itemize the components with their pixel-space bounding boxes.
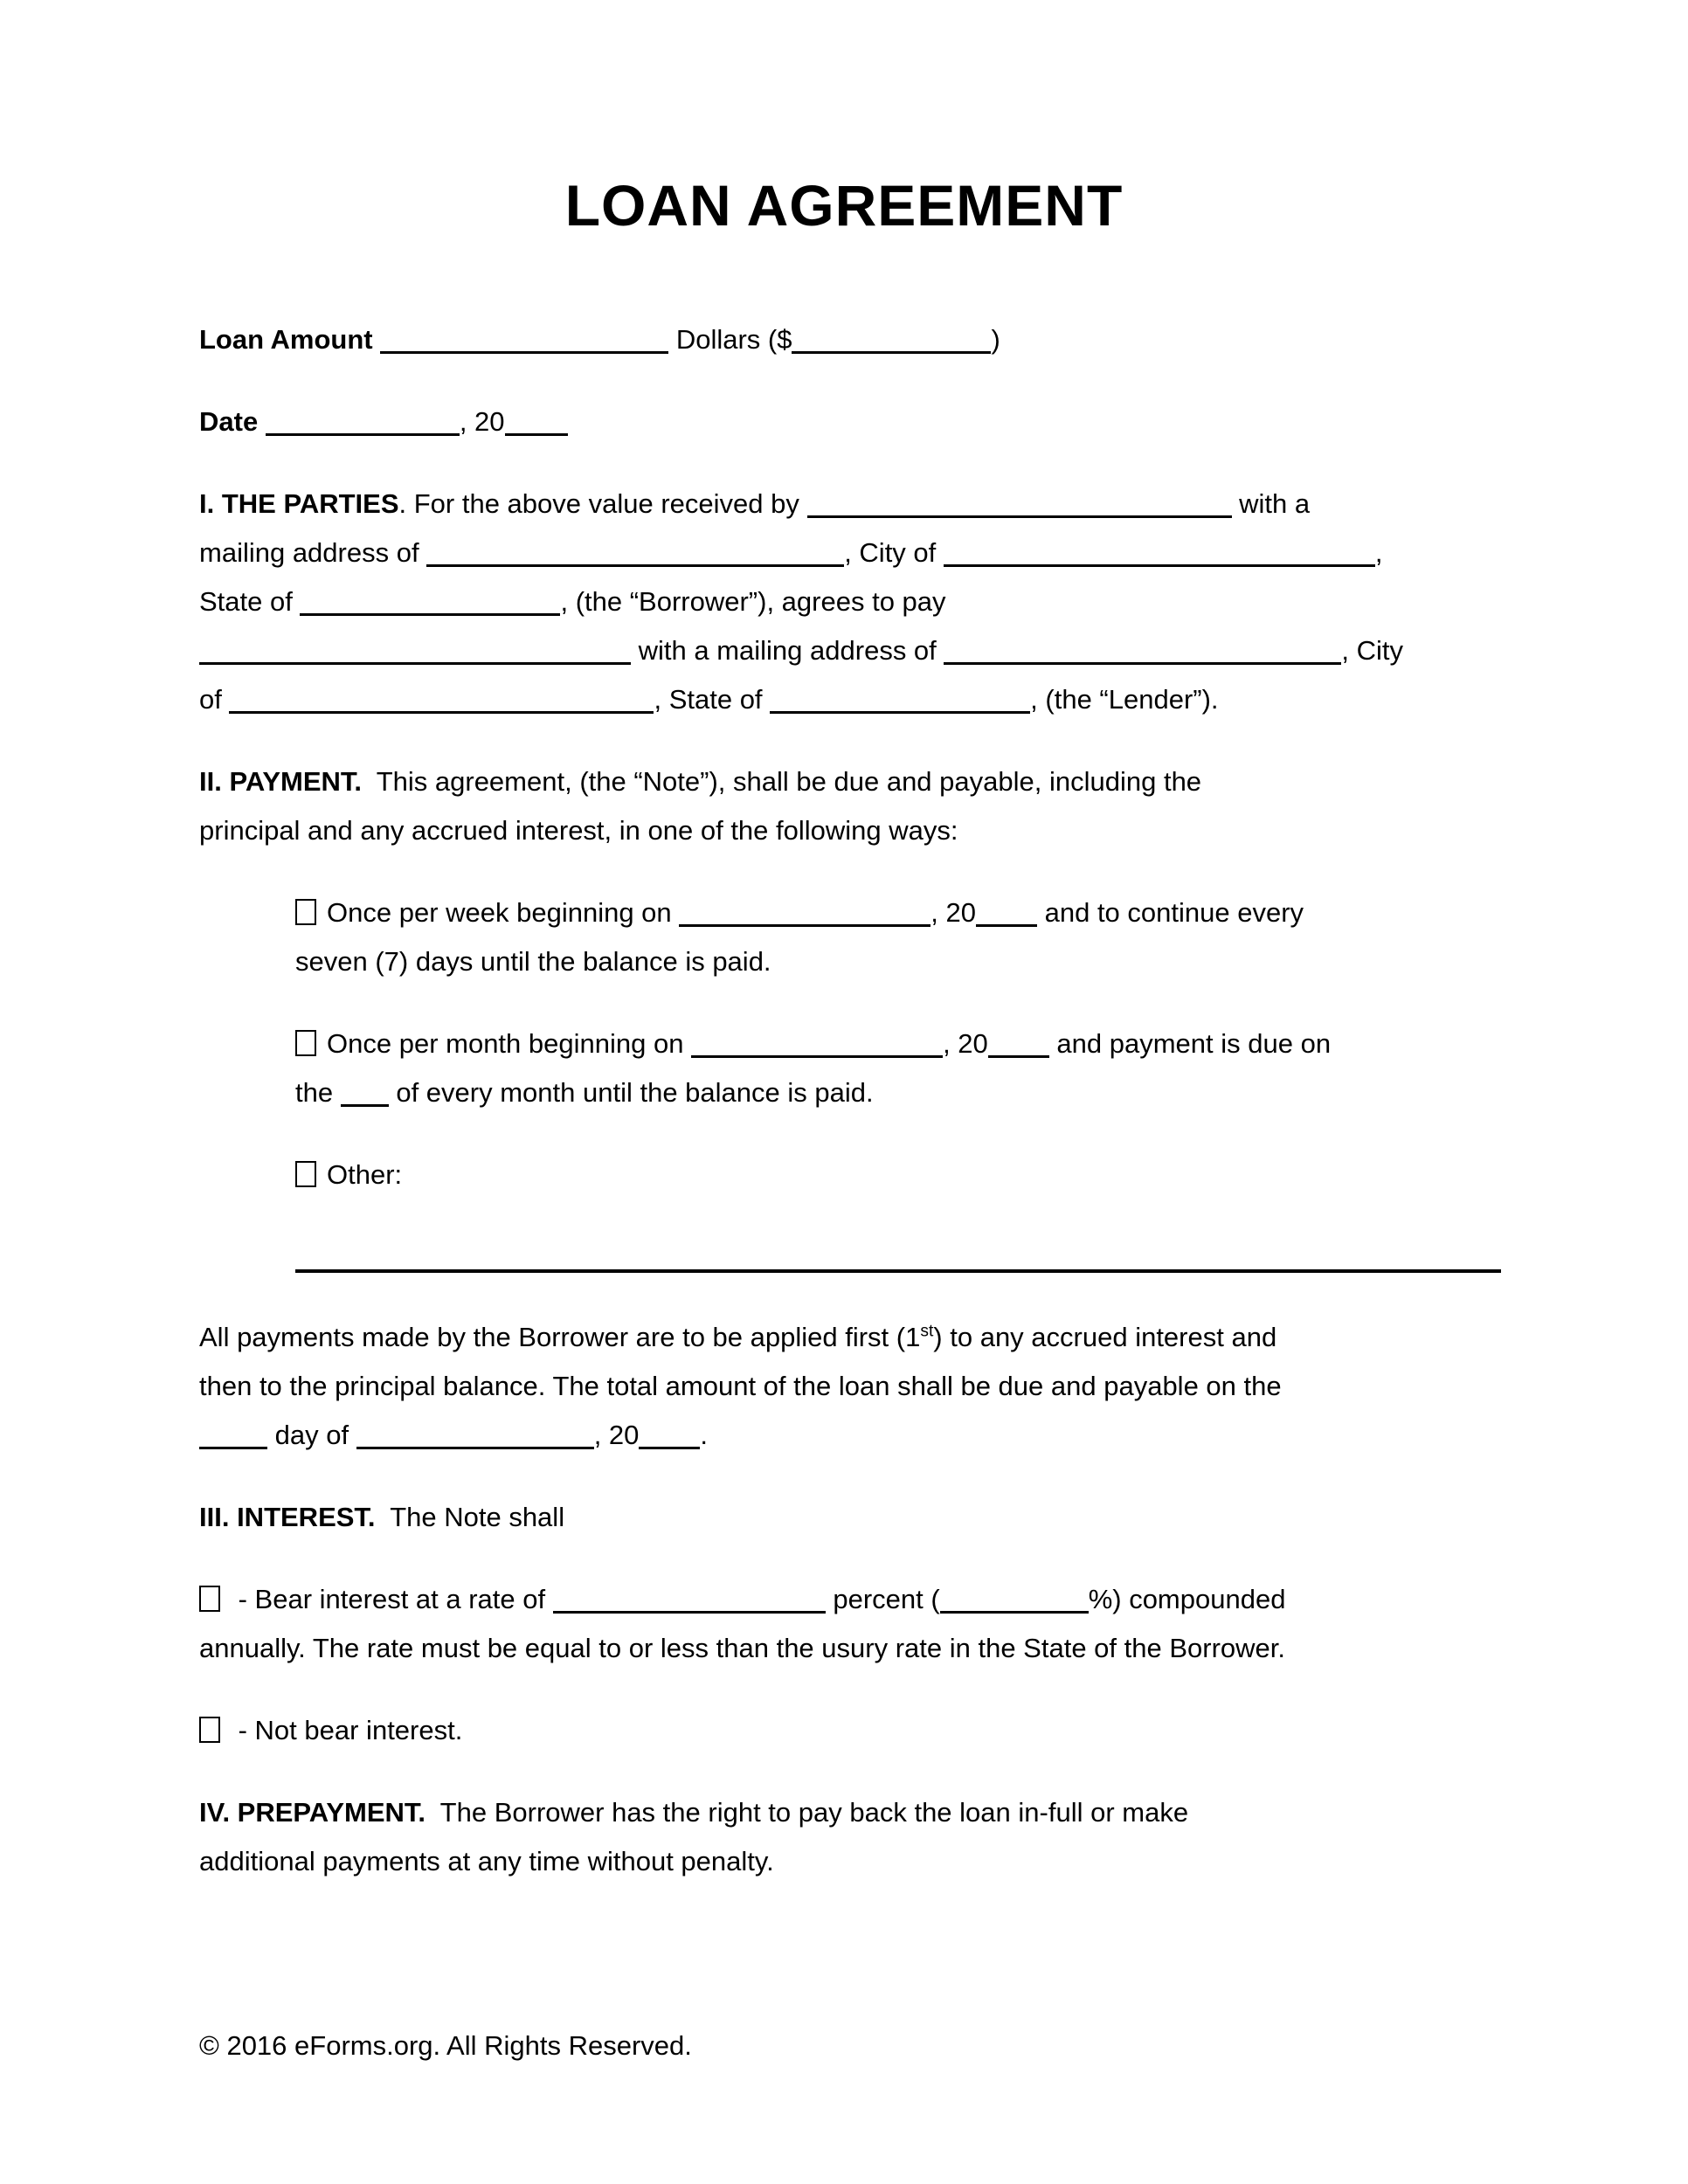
monthly-date-blank[interactable] [691, 1028, 943, 1058]
applied-text-1a: All payments made by the Borrower are to be applied first (1 [199, 1322, 921, 1352]
parties-text-2a: mailing address of [199, 537, 427, 568]
parties-line-1 [199, 480, 1489, 529]
applied-text-3b: , 20 [593, 1420, 640, 1450]
weekly-checkbox-icon[interactable] [295, 899, 316, 925]
weekly-year-blank[interactable] [976, 897, 1037, 927]
lender-city-blank[interactable] [229, 684, 654, 714]
weekly-text-d: seven (7) days until the balance is paid. [295, 946, 771, 977]
interest-text: The Note shall [375, 1502, 565, 1532]
option-weekly-line-1 [295, 888, 1489, 937]
date-year-blank[interactable] [505, 406, 568, 436]
borrower-city-blank[interactable] [944, 537, 1375, 567]
payment-line-1 [199, 757, 1489, 806]
applied-text-3a: day of [267, 1420, 356, 1450]
due-day-blank[interactable] [199, 1420, 267, 1449]
parties-text-5c: , (the “Lender”). [1030, 684, 1219, 715]
interest-rate-blank[interactable] [553, 1584, 826, 1614]
lender-address-blank[interactable] [944, 635, 1341, 665]
prepayment-text-1: The Borrower has the right to pay back the loan in-full or make [425, 1797, 1189, 1828]
parties-text-1a: . For the above value received by [398, 488, 807, 519]
bear-text-a: - Bear interest at a rate of [231, 1584, 553, 1614]
parties-heading: I. THE PARTIES [199, 488, 399, 519]
notbear-text: - Not bear interest. [231, 1715, 463, 1745]
borrower-address-blank[interactable] [426, 537, 844, 567]
payment-heading: II. PAYMENT. [199, 766, 363, 797]
applied-line-3 [199, 1411, 1489, 1460]
due-year-blank[interactable] [639, 1420, 700, 1449]
parties-text-5a: of [199, 684, 230, 715]
parties-text-3a: State of [199, 586, 301, 617]
prepayment-line-1 [199, 1788, 1489, 1837]
bear-text-b: percent ( [825, 1584, 940, 1614]
monthly-text-e: of every month until the balance is paid. [388, 1077, 874, 1108]
parties-text-1b: with a [1231, 488, 1311, 519]
applied-superscript: st [920, 1322, 934, 1341]
parties-text-4a: with a mailing address of [631, 635, 944, 666]
weekly-date-blank[interactable] [679, 897, 930, 927]
section-applied [199, 1313, 1489, 1460]
loan-paren-text: ) [991, 324, 1000, 355]
option-monthly-line-2 [295, 1068, 1489, 1117]
option-monthly [295, 1019, 1489, 1117]
option-other-line [295, 1151, 1489, 1199]
monthly-text-c: and payment is due on [1048, 1028, 1332, 1059]
page-title: LOAN AGREEMENT [564, 173, 1124, 238]
parties-text-3b: , (the “Borrower”), agrees to pay [560, 586, 946, 617]
lender-name-blank[interactable] [199, 635, 631, 665]
weekly-text-a: Once per week beginning on [327, 897, 680, 928]
loan-amount-line [199, 315, 1489, 364]
section-payment [199, 757, 1489, 855]
date-blank[interactable] [266, 406, 460, 436]
monthly-text-d: the [295, 1077, 341, 1108]
interest-heading: III. INTEREST. [199, 1502, 376, 1532]
other-checkbox-icon[interactable] [295, 1161, 316, 1187]
parties-line-3 [199, 577, 1489, 626]
monthly-day-blank[interactable] [341, 1077, 389, 1107]
bear-line-1 [199, 1575, 1489, 1624]
weekly-text-c: and to continue every [1037, 897, 1304, 928]
due-month-blank[interactable] [356, 1420, 594, 1449]
section-interest [199, 1493, 1489, 1542]
applied-line-2 [199, 1362, 1489, 1411]
payment-text-2: principal and any accrued interest, in one of the following ways: [199, 815, 958, 846]
interest-line [199, 1493, 1489, 1542]
other-writein-line[interactable] [295, 1269, 1501, 1273]
other-text: Other: [327, 1159, 403, 1190]
parties-text-5b: , State of [654, 684, 771, 715]
option-bear-interest [199, 1575, 1489, 1673]
monthly-text-a: Once per month beginning on [327, 1028, 692, 1059]
option-monthly-line-1 [295, 1019, 1489, 1068]
section-prepayment [199, 1788, 1489, 1886]
applied-line-1 [199, 1313, 1489, 1362]
prepayment-text-2: additional payments at any time without penalty. [199, 1846, 774, 1876]
notbear-line [199, 1706, 1489, 1755]
borrower-name-blank[interactable] [807, 488, 1232, 518]
parties-text-4b: , City [1341, 635, 1404, 666]
date-year-text: , 20 [459, 406, 505, 437]
payment-line-2 [199, 806, 1489, 855]
not-bear-interest-checkbox-icon[interactable] [199, 1717, 220, 1743]
date-line [199, 397, 1489, 446]
monthly-checkbox-icon[interactable] [295, 1030, 316, 1056]
prepayment-line-2 [199, 1837, 1489, 1886]
bear-text-c: %) compounded [1088, 1584, 1286, 1614]
interest-percent-blank[interactable] [940, 1584, 1089, 1614]
monthly-year-blank[interactable] [988, 1028, 1049, 1058]
bear-interest-checkbox-icon[interactable] [199, 1586, 220, 1612]
option-weekly-line-2 [295, 937, 1489, 986]
monthly-text-b: , 20 [943, 1028, 988, 1059]
loan-amount-numeric-blank[interactable] [792, 324, 991, 354]
applied-text-3c: . [700, 1420, 709, 1450]
option-other [295, 1151, 1489, 1199]
bear-text-2: annually. The rate must be equal to or less than the usury rate in the State of the Borrower. [199, 1633, 1286, 1663]
weekly-text-b: , 20 [930, 897, 976, 928]
option-weekly [295, 888, 1489, 986]
borrower-state-blank[interactable] [300, 586, 560, 616]
lender-state-blank[interactable] [770, 684, 1030, 714]
copyright-footer: © 2016 eForms.org. All Rights Reserved. [199, 2030, 692, 2061]
parties-line-4 [199, 626, 1489, 675]
bear-line-2 [199, 1624, 1489, 1673]
section-parties [199, 480, 1489, 724]
parties-line-2 [199, 529, 1489, 577]
parties-text-2c: , [1374, 537, 1383, 568]
option-not-bear-interest [199, 1706, 1489, 1755]
applied-text-2: then to the principal balance. The total amount of the loan shall be due and payable on the [199, 1371, 1282, 1401]
loan-dollars-text: Dollars ($ [668, 324, 792, 355]
payment-text-1: This agreement, (the “Note”), shall be due and payable, including the [362, 766, 1202, 797]
parties-text-2b: , City of [844, 537, 944, 568]
parties-line-5 [199, 675, 1489, 724]
prepayment-heading: IV. PREPAYMENT. [199, 1797, 426, 1828]
date-label: Date [199, 406, 259, 437]
loan-amount-blank[interactable] [380, 324, 668, 354]
applied-text-1b: ) to any accrued interest and [933, 1322, 1277, 1352]
loan-amount-label: Loan Amount [199, 324, 373, 355]
